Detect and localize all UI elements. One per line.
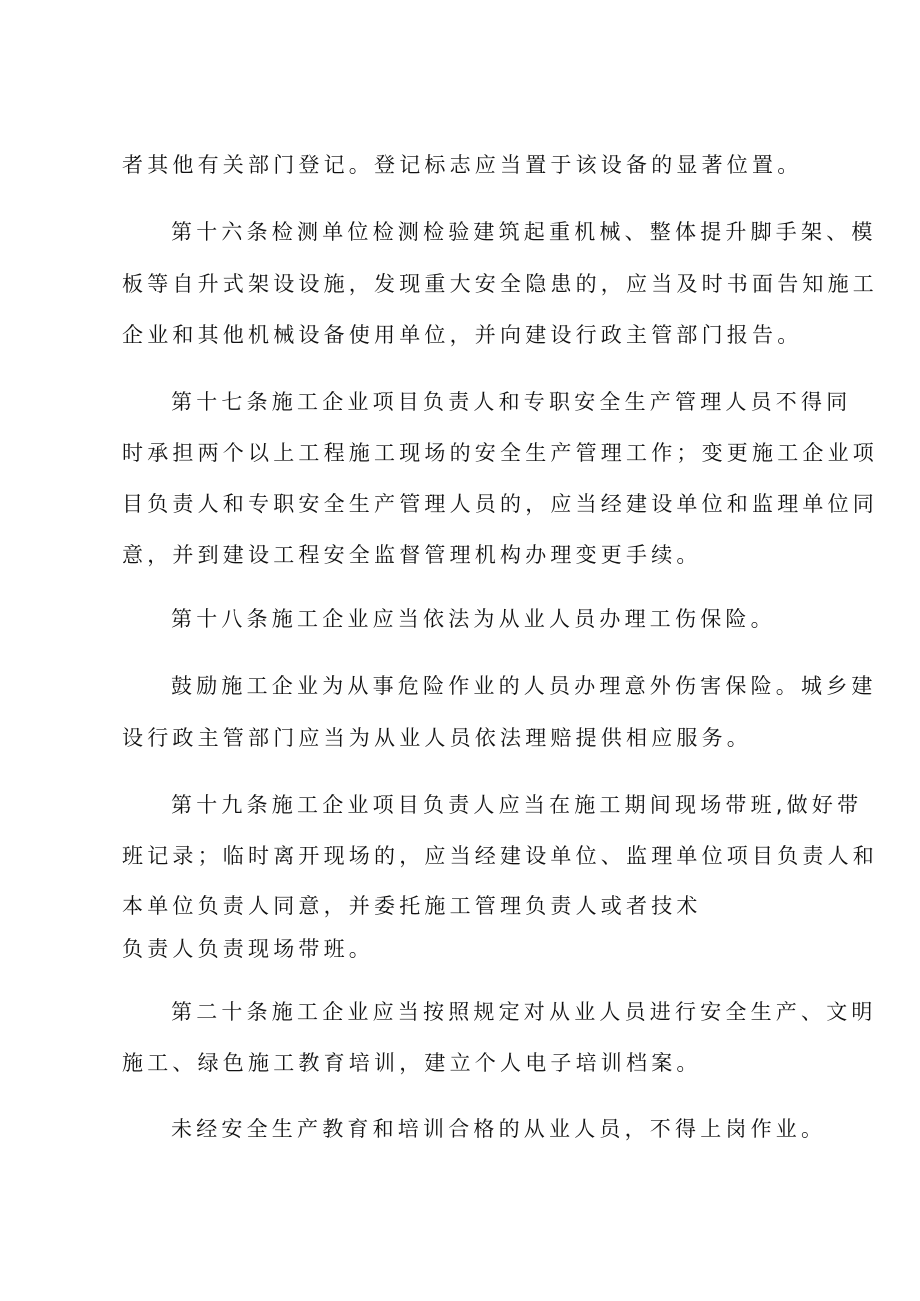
paragraph-line: 第十七条施工企业项目负责人和专职安全生产管理人员不得同 (171, 390, 852, 414)
paragraph-line: 鼓励施工企业为从事危险作业的人员办理意外伤害保险。城乡建 (171, 674, 877, 698)
paragraph-line: 板等自升式架设设施，发现重大安全隐患的，应当及时书面告知施工 (122, 272, 878, 296)
paragraph-line: 施工、绿色施工教育培训，建立个人电子培训档案。 (122, 1051, 702, 1075)
paragraph-line: 时承担两个以上工程施工现场的安全生产管理工作；变更施工企业项 (122, 441, 878, 465)
paragraph-line: 第十六条检测单位检测检验建筑起重机械、整体提升脚手架、模 (171, 220, 877, 244)
paragraph-line: 本单位负责人同意，并委托施工管理负责人或者技术 (122, 894, 702, 918)
paragraph-line: 设行政主管部门应当为从业人员依法理赔提供相应服务。 (122, 726, 752, 750)
paragraph-line: 负责人负责现场带班。 (122, 937, 374, 961)
paragraph-line: 班记录；临时离开现场的，应当经建设单位、监理单位项目负责人和 (122, 844, 878, 868)
paragraph-line: 目负责人和专职安全生产管理人员的，应当经建设单位和监理单位同 (122, 492, 878, 516)
paragraph-line: 第十九条施工企业项目负责人应当在施工期间现场带班,做好带 (171, 793, 863, 817)
paragraph-line: 企业和其他机械设备使用单位，并向建设行政主管部门报告。 (122, 323, 803, 347)
paragraph-line: 者其他有关部门登记。登记标志应当置于该设备的显著位置。 (122, 153, 803, 177)
paragraph-line: 未经安全生产教育和培训合格的从业人员，不得上岗作业。 (171, 1117, 827, 1141)
paragraph-line: 第二十条施工企业应当按照规定对从业人员进行安全生产、文明 (171, 1000, 877, 1024)
paragraph-line: 意，并到建设工程安全监督管理机构办理变更手续。 (122, 543, 702, 567)
paragraph-line: 第十八条施工企业应当依法为从业人员办理工伤保险。 (171, 607, 776, 631)
